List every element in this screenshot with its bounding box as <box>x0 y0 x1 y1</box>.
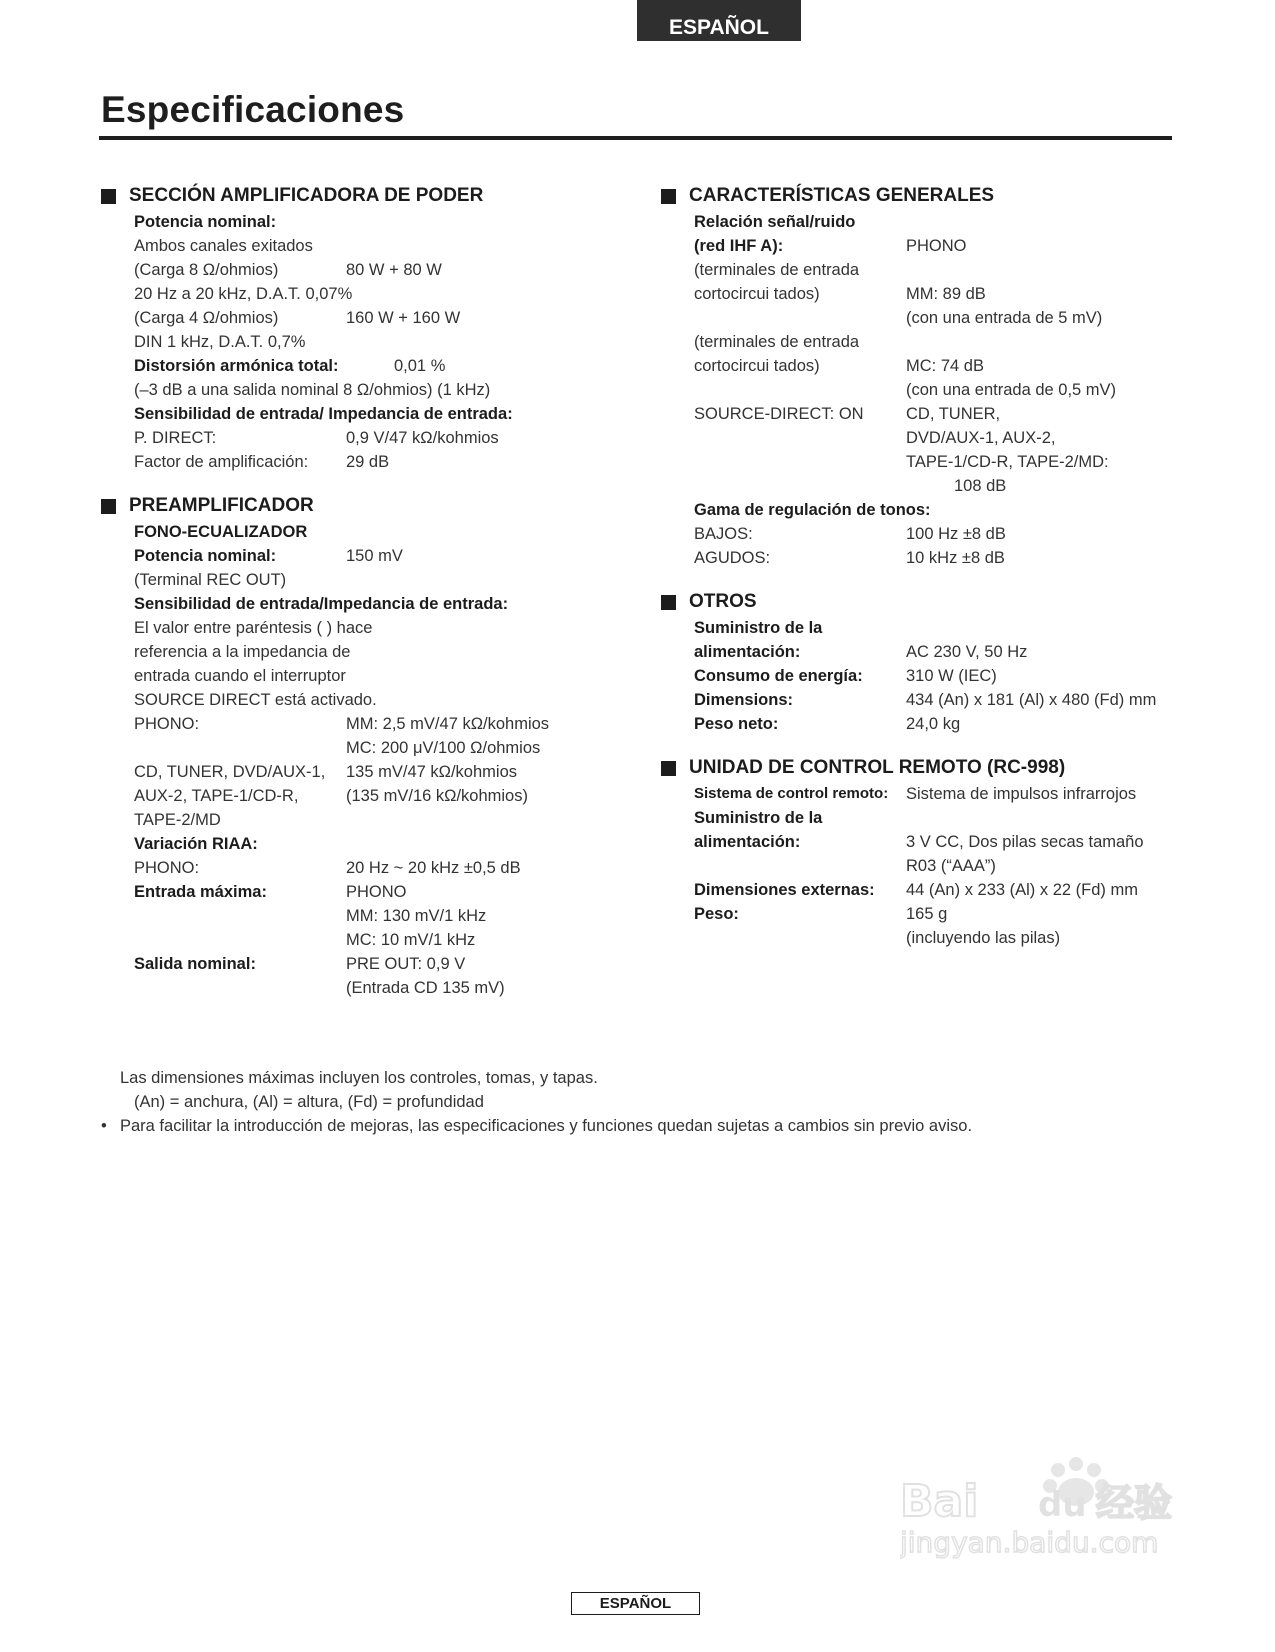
spec-key: Salida nominal: <box>134 955 256 973</box>
spec-key: (terminales de entrada <box>694 261 860 279</box>
spec-value: TAPE-1/CD-R, TAPE-2/MD: <box>906 453 1109 471</box>
spec-label: Sensibilidad de entrada/ Impedancia de entrada: <box>134 405 513 423</box>
language-tab: ESPAÑOL <box>637 0 801 41</box>
page-title: Especificaciones <box>101 89 405 130</box>
spec-key <box>134 736 346 760</box>
spec-key: PHONO: <box>134 715 200 733</box>
spec-row <box>694 450 1181 474</box>
spec-row <box>694 522 1181 546</box>
spec-row <box>694 854 1181 878</box>
bullet-icon: • <box>101 1117 107 1135</box>
spec-value: Sistema de impulsos infrarrojos <box>906 785 1137 803</box>
spec-row <box>694 712 1181 736</box>
spec-row <box>694 782 1181 806</box>
footnote <box>101 1114 972 1138</box>
spec-row <box>134 808 611 832</box>
spec-key: Dimensions: <box>694 691 794 709</box>
footnote-text: Para facilitar la introducción de mejoras, las especificaciones y funciones quedan sujetas a cambios sin previo aviso. <box>120 1117 973 1135</box>
spec-text: SOURCE DIRECT está activado. <box>134 691 377 709</box>
spec-row <box>694 330 1181 354</box>
spec-key: (Carga 8 Ω/ohmios) <box>134 261 279 279</box>
section-heading <box>661 754 1181 782</box>
spec-row <box>694 378 1181 402</box>
spec-label: Potencia nominal: <box>134 213 277 231</box>
footer-language-tab: ESPAÑOL <box>571 1592 700 1615</box>
spec-row <box>134 760 611 784</box>
square-bullet-icon <box>101 499 116 514</box>
spec-text: El valor entre paréntesis ( ) hace <box>134 619 373 637</box>
spec-value: AC 230 V, 50 Hz <box>906 643 1028 661</box>
section-heading <box>661 182 1181 210</box>
spec-key <box>694 450 906 474</box>
footnotes <box>101 1066 972 1138</box>
spec-key: cortocircui tados) <box>694 357 820 375</box>
spec-key <box>694 474 906 498</box>
spec-rows <box>661 782 1181 950</box>
spec-value: 108 dB <box>954 477 1007 495</box>
spec-text: (–3 dB a una salida nominal 8 Ω/ohmios) (1 kHz) <box>134 381 491 399</box>
spec-value: (incluyendo las pilas) <box>906 929 1061 947</box>
spec-key <box>134 904 346 928</box>
spec-key: Peso neto: <box>694 715 779 733</box>
spec-value: 44 (An) x 233 (Al) x 22 (Fd) mm <box>906 881 1138 899</box>
spec-value: 135 mV/47 kΩ/kohmios <box>346 763 517 781</box>
spec-label: Suministro de la <box>694 809 823 827</box>
spec-key <box>694 854 906 878</box>
section-general <box>661 182 1181 570</box>
spec-value: 310 W (IEC) <box>906 667 997 685</box>
spec-value: 165 g <box>906 905 948 923</box>
spec-row <box>694 258 1181 282</box>
spec-key: Potencia nominal: <box>134 547 277 565</box>
spec-row <box>694 402 1181 426</box>
spec-key <box>134 976 346 1000</box>
title-rule <box>99 136 1172 140</box>
left-column <box>101 182 611 1018</box>
footnote-text: Las dimensiones máximas incluyen los controles, tomas, y tapas. <box>120 1069 598 1087</box>
spec-value: 80 W + 80 W <box>346 261 442 279</box>
spec-key: Sistema de control remoto: <box>694 785 889 802</box>
section-heading <box>101 492 611 520</box>
right-column <box>661 182 1181 968</box>
spec-row <box>134 544 611 568</box>
spec-value: PHONO <box>346 883 407 901</box>
bullet-spacer <box>101 1066 120 1090</box>
spec-row <box>694 282 1181 306</box>
square-bullet-icon <box>661 189 676 204</box>
spec-rows <box>661 616 1181 736</box>
spec-row <box>694 234 1181 258</box>
square-bullet-icon <box>661 595 676 610</box>
spec-value: MM: 130 mV/1 kHz <box>346 907 487 925</box>
spec-text: entrada cuando el interruptor <box>134 667 346 685</box>
spec-row <box>694 664 1181 688</box>
spec-label: Suministro de la <box>694 619 823 637</box>
spec-label: Sensibilidad de entrada/Impedancia de entrada: <box>134 595 509 613</box>
spec-value: 150 mV <box>346 547 403 565</box>
section-title: OTROS <box>689 591 757 612</box>
spec-text: referencia a la impedancia de <box>134 643 351 661</box>
spec-value: (con una entrada de 5 mV) <box>906 309 1103 327</box>
spec-row <box>694 474 1181 498</box>
spec-key <box>134 928 346 952</box>
spec-key: TAPE-2/MD <box>134 811 221 829</box>
spec-key: alimentación: <box>694 643 801 661</box>
spec-row <box>134 784 611 808</box>
spec-row <box>694 426 1181 450</box>
spec-label: Variación RIAA: <box>134 835 258 853</box>
spec-value: MM: 89 dB <box>906 285 986 303</box>
spec-label: Gama de regulación de tonos: <box>694 501 931 519</box>
footnote <box>101 1066 972 1090</box>
spec-value: PRE OUT: 0,9 V <box>346 955 466 973</box>
spec-key: CD, TUNER, DVD/AUX-1, <box>134 763 326 781</box>
spec-key: Dimensiones externas: <box>694 881 875 899</box>
svg-text:jingyan.baidu.com: jingyan.baidu.com <box>900 1526 1159 1559</box>
spec-text: (Terminal REC OUT) <box>134 571 287 589</box>
spec-row <box>134 856 611 880</box>
spec-key: Distorsión armónica total: <box>134 357 339 375</box>
spec-rows <box>101 520 611 1000</box>
spec-value: 10 kHz ±8 dB <box>906 549 1005 567</box>
spec-row <box>694 902 1181 926</box>
spec-key: AGUDOS: <box>694 549 771 567</box>
spec-value: MC: 200 μV/100 Ω/ohmios <box>346 739 541 757</box>
spec-row <box>134 928 611 952</box>
spec-key: cortocircui tados) <box>694 285 820 303</box>
spec-row <box>134 904 611 928</box>
spec-value: 434 (An) x 181 (Al) x 480 (Fd) mm <box>906 691 1157 709</box>
spec-value: 100 Hz ±8 dB <box>906 525 1006 543</box>
spec-value: 29 dB <box>346 453 390 471</box>
spec-key: PHONO: <box>134 859 200 877</box>
spec-key: P. DIRECT: <box>134 429 217 447</box>
section-title: PREAMPLIFICADOR <box>129 495 314 516</box>
spec-label: Relación señal/ruido <box>694 213 856 231</box>
spec-row <box>134 426 611 450</box>
spec-value: 0,9 V/47 kΩ/kohmios <box>346 429 499 447</box>
spec-row <box>694 830 1181 854</box>
spec-key <box>694 926 906 950</box>
spec-key: Entrada máxima: <box>134 883 267 901</box>
spec-key: (Carga 4 Ω/ohmios) <box>134 309 279 327</box>
section-title: CARACTERÍSTICAS GENERALES <box>689 185 995 206</box>
svg-text:du: du <box>1038 1485 1087 1525</box>
section-remote <box>661 754 1181 950</box>
square-bullet-icon <box>101 189 116 204</box>
spec-row <box>134 450 611 474</box>
spec-key: SOURCE-DIRECT: ON <box>694 405 864 423</box>
spec-row <box>694 546 1181 570</box>
spec-row <box>134 354 611 378</box>
spec-row <box>694 878 1181 902</box>
spec-text: Ambos canales exitados <box>134 237 313 255</box>
section-preamplifier <box>101 492 611 1000</box>
spec-value: (con una entrada de 0,5 mV) <box>906 381 1117 399</box>
footnote <box>101 1090 972 1114</box>
spec-value: 20 Hz ~ 20 kHz ±0,5 dB <box>346 859 521 877</box>
spec-value: MC: 74 dB <box>906 357 984 375</box>
spec-rows <box>661 210 1181 570</box>
spec-key <box>694 426 906 450</box>
section-heading <box>101 182 611 210</box>
spec-row <box>694 926 1181 950</box>
spec-value: CD, TUNER, <box>906 405 1001 423</box>
spec-text: DIN 1 kHz, D.A.T. 0,7% <box>134 333 306 351</box>
spec-value: (Entrada CD 135 mV) <box>346 979 505 997</box>
square-bullet-icon <box>661 761 676 776</box>
section-heading <box>661 588 1181 616</box>
spec-row <box>134 976 611 1000</box>
spec-text: 20 Hz a 20 kHz, D.A.T. 0,07% <box>134 285 353 303</box>
spec-row <box>694 306 1181 330</box>
footnote-text: (An) = anchura, (Al) = altura, (Fd) = profundidad <box>134 1093 484 1111</box>
spec-row <box>134 880 611 904</box>
spec-row <box>694 688 1181 712</box>
spec-key: Peso: <box>694 905 739 923</box>
spec-key: alimentación: <box>694 833 801 851</box>
svg-text:Bai: Bai <box>900 1476 979 1527</box>
baidu-watermark-logo <box>900 1450 1200 1560</box>
spec-row <box>694 354 1181 378</box>
svg-text:经验: 经验 <box>1096 1481 1173 1525</box>
spec-value: 0,01 % <box>394 357 446 375</box>
spec-key: BAJOS: <box>694 525 753 543</box>
spec-value: DVD/AUX-1, AUX-2, <box>906 429 1056 447</box>
spec-value: MM: 2,5 mV/47 kΩ/kohmios <box>346 715 550 733</box>
spec-row <box>134 952 611 976</box>
spec-key: Consumo de energía: <box>694 667 863 685</box>
spec-row <box>134 712 611 736</box>
spec-key <box>694 306 906 330</box>
spec-value: (135 mV/16 kΩ/kohmios) <box>346 787 528 805</box>
spec-value: MC: 10 mV/1 kHz <box>346 931 476 949</box>
spec-row <box>134 258 611 282</box>
section-otros <box>661 588 1181 736</box>
spec-key <box>694 378 906 402</box>
spec-value: 3 V CC, Dos pilas secas tamaño <box>906 833 1144 851</box>
spec-value: R03 (“AAA”) <box>906 857 996 875</box>
spec-rows <box>101 210 611 474</box>
spec-row <box>134 736 611 760</box>
spec-key: (terminales de entrada <box>694 333 860 351</box>
spec-value: 160 W + 160 W <box>346 309 461 327</box>
spec-row <box>694 640 1181 664</box>
spec-key: AUX-2, TAPE-1/CD-R, <box>134 787 299 805</box>
spec-row <box>134 306 611 330</box>
spec-label: FONO-ECUALIZADOR <box>134 523 308 541</box>
section-amplifier <box>101 182 611 474</box>
spec-key: (red IHF A): <box>694 237 784 255</box>
section-title: SECCIÓN AMPLIFICADORA DE PODER <box>129 185 484 206</box>
section-title: UNIDAD DE CONTROL REMOTO (RC-998) <box>689 757 1066 778</box>
spec-value: 24,0 kg <box>906 715 961 733</box>
spec-key: Factor de amplificación: <box>134 453 309 471</box>
spec-value: PHONO <box>906 237 967 255</box>
